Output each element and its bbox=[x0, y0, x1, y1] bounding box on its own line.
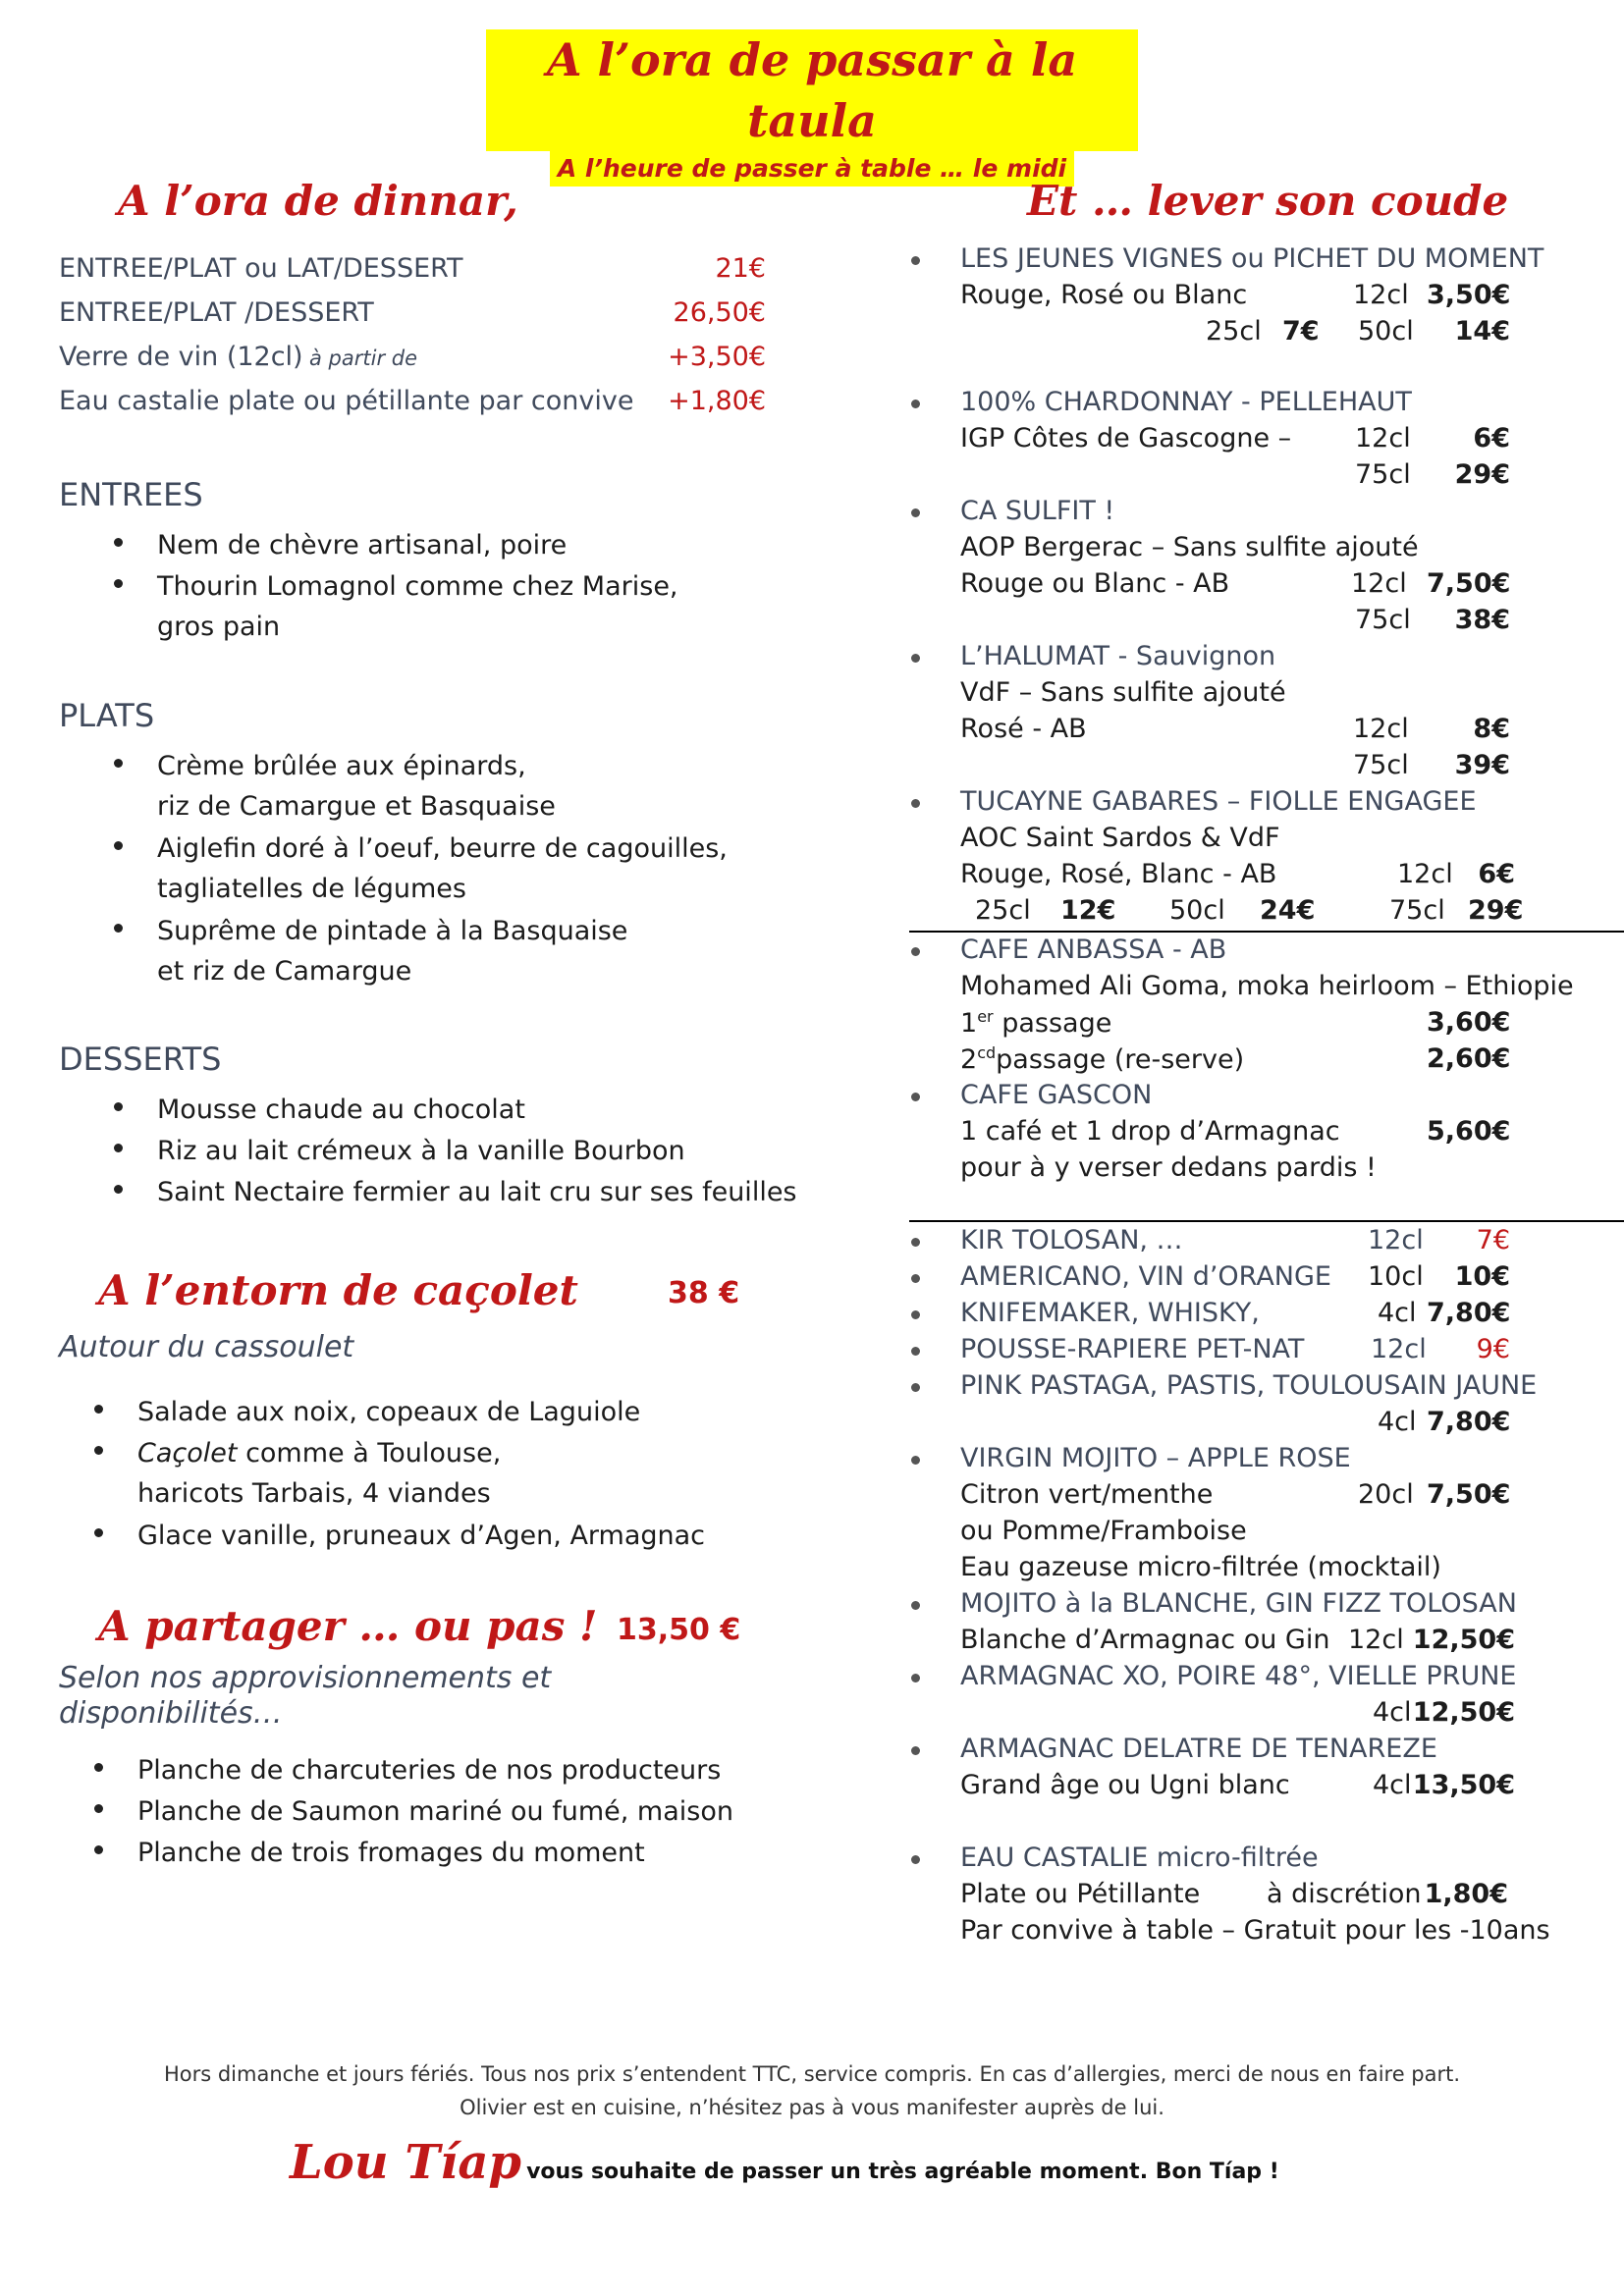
footer-chef-note: Olivier est en cuisine, n’hésitez pas à vous manifester auprès de lui. bbox=[460, 2096, 1164, 2119]
formula-row: ENTREE/PLAT /DESSERT 26,50€ bbox=[59, 297, 766, 328]
formula-row: ENTREE/PLAT ou LAT/DESSERT 21€ bbox=[59, 253, 766, 284]
coffee-passage-label: $2^{cd}passage$ (re-serve) bbox=[960, 1043, 1245, 1075]
wine-detail-row: 75cl 38€ bbox=[1355, 605, 1510, 635]
list-item: Thourin Lomagnol comme chez Marise, gros pain bbox=[157, 566, 678, 647]
coffee-passage-label: 1er passage bbox=[960, 1007, 1112, 1039]
wine-name-row: CA SULFIT ! bbox=[960, 496, 1115, 526]
wine-detail-row: 25cl 7€ 50cl 14€ bbox=[1206, 316, 1510, 347]
drink-detail-row: 4cl 7,80€ bbox=[1378, 1407, 1511, 1437]
coffee-detail-row: Mohamed Ali Goma, moka heirloom – Ethiopie bbox=[960, 971, 1574, 1001]
page-header bbox=[0, 29, 1624, 187]
drink-detail-row: Blanche d’Armagnac ou Gin 12cl 12,50€ bbox=[960, 1625, 1515, 1655]
left-column bbox=[59, 177, 844, 1944]
drink-row: KIR TOLOSAN, … 12cl 7€ bbox=[960, 1225, 1510, 1255]
desserts-heading: DESSERTS bbox=[59, 1041, 222, 1078]
right-column bbox=[960, 177, 1624, 1963]
wine-name-row: 100% CHARDONNAY - PELLEHAUT bbox=[960, 387, 1412, 417]
list-item: Nem de chèvre artisanal, poire bbox=[157, 525, 567, 565]
plats-heading: PLATS bbox=[59, 697, 155, 734]
page-subtitle: A l’heure de passer à table … le midi bbox=[550, 151, 1074, 187]
formula-list bbox=[59, 253, 766, 416]
drink-detail-row: Citron vert/menthe 20cl 7,50€ bbox=[960, 1479, 1511, 1510]
entrees-heading: ENTREES bbox=[59, 476, 203, 513]
wine-name-row: TUCAYNE GABARES – FIOLLE ENGAGEE bbox=[960, 786, 1477, 817]
wine-detail-row: Rosé - AB 12cl 8€ bbox=[960, 714, 1510, 744]
wine-detail-row: IGP Côtes de Gascogne – 12cl 6€ bbox=[960, 423, 1510, 454]
wine-name-row: L’HALUMAT - Sauvignon bbox=[960, 641, 1276, 671]
list-item: Salade aux noix, copeaux de Laguiole bbox=[137, 1392, 640, 1432]
wine-detail-row: Rouge, Rosé, Blanc - AB 12cl 6€ bbox=[960, 859, 1515, 889]
list-item: Mousse chaude au chocolat bbox=[157, 1090, 525, 1130]
partager-subtitle: Selon nos approvisionnements et disponibilités… bbox=[59, 1661, 552, 1731]
list-item: Planche de Saumon mariné ou fumé, maison bbox=[137, 1791, 733, 1832]
wine-detail-row: 75cl 39€ bbox=[1353, 750, 1510, 780]
list-item: Suprême de pintade à la Basquaise et riz de Camargue bbox=[157, 911, 627, 991]
formula-row: Eau castalie plate ou pétillante par convive +1,80€ bbox=[59, 386, 766, 416]
drinks-heading: Et … lever son coude bbox=[1027, 177, 1509, 225]
wine-detail-row: 25cl 12€ 50cl 24€ 75cl 29€ bbox=[975, 895, 1524, 926]
cassoulet-price: 38 € bbox=[668, 1276, 740, 1310]
wine-name-row: LES JEUNES VIGNES ou PICHET DU MOMENT bbox=[960, 243, 1544, 274]
wine-detail-row: AOC Saint Sardos & VdF bbox=[960, 823, 1280, 853]
coffee-detail-row: 1er passage 3,60€ bbox=[960, 1007, 1511, 1039]
coffee-detail-row: $2^{cd}passage$ (re-serve) 2,60€ bbox=[960, 1043, 1511, 1075]
drink-detail-row: Plate ou Pétillante à discrétion 1,80€ bbox=[960, 1879, 1508, 1909]
footer bbox=[0, 2057, 1624, 2124]
section-divider bbox=[909, 1220, 1624, 1222]
partager-price: 13,50 € bbox=[617, 1613, 741, 1647]
wine-detail-row: Rouge, Rosé ou Blanc 12cl 3,50€ bbox=[960, 280, 1511, 310]
coffee-name-row: CAFE ANBASSA - AB bbox=[960, 934, 1227, 965]
drink-row: AMERICANO, VIN d’ORANGE 10cl 10€ bbox=[960, 1261, 1510, 1292]
list-item: Caçolet comme à Toulouse, haricots Tarbais, 4 viandes bbox=[137, 1433, 501, 1514]
coffee-detail-row: pour à y verser dedans pardis ! bbox=[960, 1152, 1377, 1183]
list-item: Planche de trois fromages du moment bbox=[137, 1833, 645, 1873]
drink-row: ARMAGNAC XO, POIRE 48°, VIELLE PRUNE bbox=[960, 1661, 1517, 1691]
drink-row: PINK PASTAGA, PASTIS, TOULOUSAIN JAUNE bbox=[960, 1370, 1538, 1401]
cassoulet-heading: A l’entorn de caçolet bbox=[98, 1266, 578, 1314]
formula-row: Verre de vin (12cl) à partir de +3,50€ bbox=[59, 342, 766, 372]
coffee-name-row: CAFE GASCON bbox=[960, 1080, 1153, 1110]
drink-row: POUSSE-RAPIERE PET-NAT 12cl 9€ bbox=[960, 1334, 1510, 1364]
drink-detail-row: Eau gazeuse micro-filtrée (mocktail) bbox=[960, 1552, 1441, 1582]
footer-note: Hors dimanche et jours fériés. Tous nos prix s’entendent TTC, service compris. En cas d’allergies, merci de nous en faire part. bbox=[163, 2062, 1461, 2086]
section-divider bbox=[909, 931, 1624, 933]
drink-row: VIRGIN MOJITO – APPLE ROSE bbox=[960, 1443, 1351, 1473]
footer-tagline: vous souhaite de passer un très agréable moment. Bon Tíap ! bbox=[526, 2160, 1279, 2184]
drink-row: MOJITO à la BLANCHE, GIN FIZZ TOLOSAN bbox=[960, 1588, 1517, 1619]
page-title: A l’ora de passar à la taula bbox=[486, 29, 1138, 151]
list-item: Saint Nectaire fermier au lait cru sur ses feuilles bbox=[157, 1172, 797, 1212]
brand-name: Lou Tíap bbox=[290, 2135, 521, 2190]
footer-signature bbox=[290, 2135, 1279, 2190]
wine-detail-row: 75cl 29€ bbox=[1355, 459, 1510, 490]
partager-heading: A partager … ou pas ! bbox=[98, 1602, 598, 1650]
list-item: Riz au lait crémeux à la vanille Bourbon bbox=[157, 1131, 685, 1171]
drink-row: ARMAGNAC DELATRE DE TENAREZE bbox=[960, 1734, 1437, 1764]
coffee-detail-row: 1 café et 1 drop d’Armagnac 5,60€ bbox=[960, 1116, 1511, 1147]
drink-row: KNIFEMAKER, WHISKY, 4cl 7,80€ bbox=[960, 1298, 1511, 1328]
wine-detail-row: VdF – Sans sulfite ajouté bbox=[960, 677, 1286, 708]
dinner-heading: A l’ora de dinnar, bbox=[118, 177, 518, 225]
cassoulet-subtitle: Autour du cassoulet bbox=[59, 1330, 354, 1364]
wine-detail-row: AOP Bergerac – Sans sulfite ajouté bbox=[960, 532, 1419, 562]
list-item: Aiglefin doré à l’oeuf, beurre de cagouilles, tagliatelles de légumes bbox=[157, 828, 728, 909]
list-item: Planche de charcuteries de nos producteurs bbox=[137, 1750, 721, 1790]
drink-detail-row: ou Pomme/Framboise bbox=[960, 1516, 1247, 1546]
wine-detail-row: Rouge ou Blanc - AB 12cl 7,50€ bbox=[960, 568, 1511, 599]
list-item: Glace vanille, pruneaux d’Agen, Armagnac bbox=[137, 1516, 705, 1556]
drink-detail-row: Par convive à table – Gratuit pour les -10ans bbox=[960, 1915, 1550, 1946]
spirits-list bbox=[960, 1225, 1624, 1951]
drink-row: EAU CASTALIE micro-filtrée bbox=[960, 1842, 1319, 1873]
list-item: Crème brûlée aux épinards, riz de Camargue et Basquaise bbox=[157, 746, 556, 827]
coffee-list bbox=[960, 934, 1624, 1229]
drink-detail-row: Grand âge ou Ugni blanc 4cl 13,50€ bbox=[960, 1770, 1515, 1800]
drink-detail-row: 4cl 12,50€ bbox=[1373, 1697, 1515, 1728]
